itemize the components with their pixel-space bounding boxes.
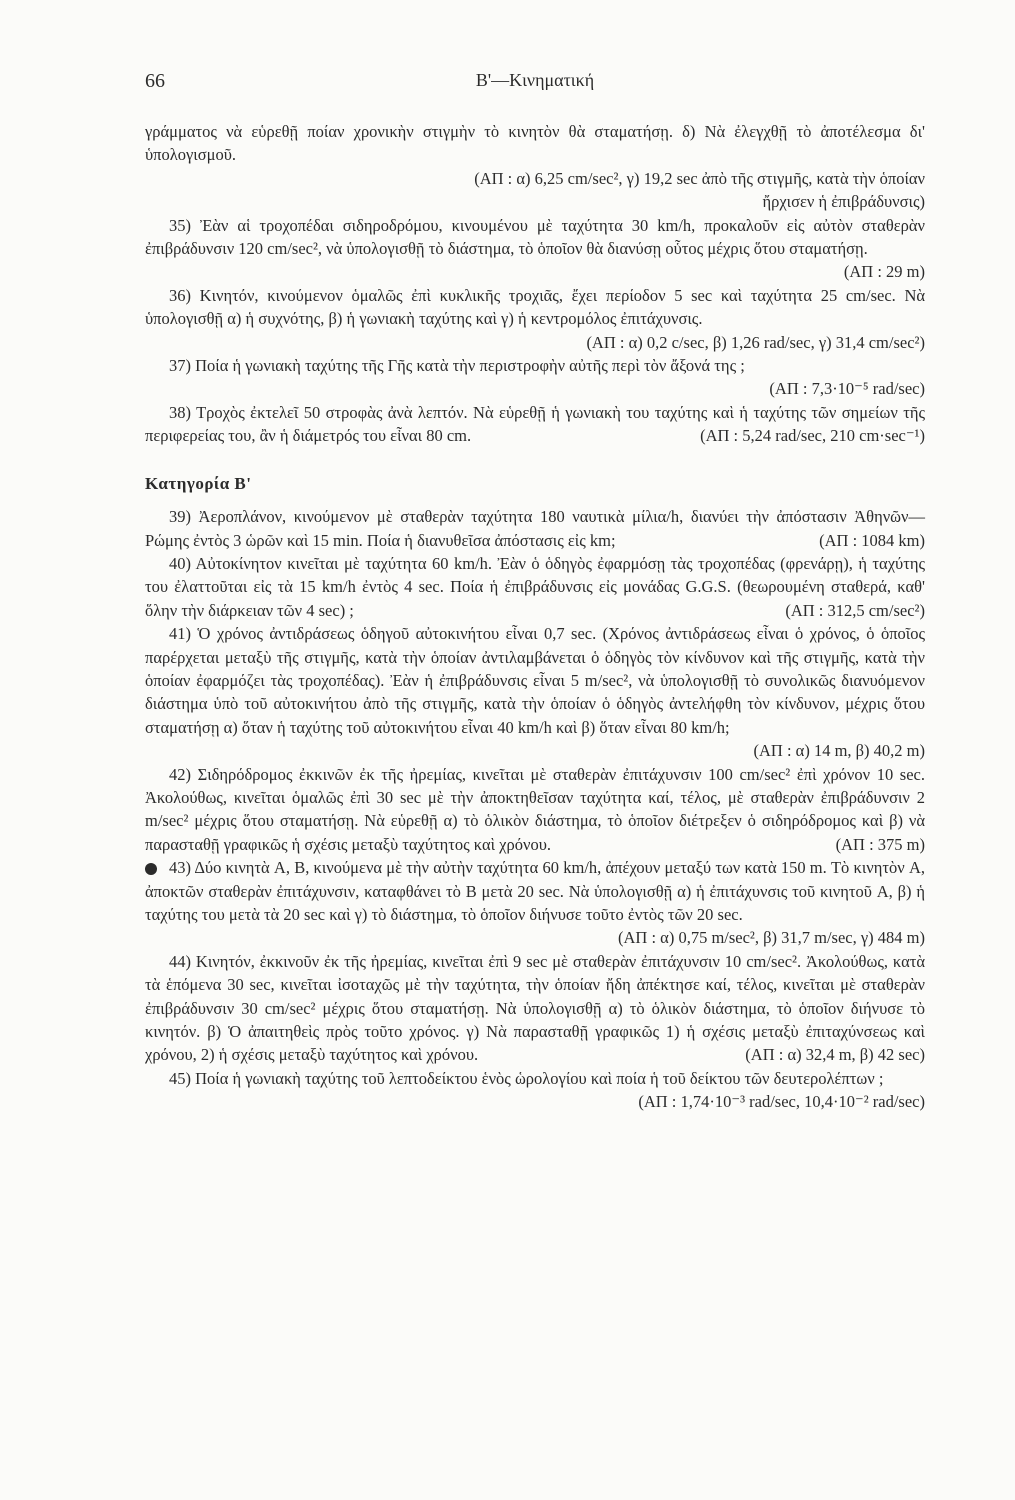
problem-42-answer: (ΑΠ : 375 m) xyxy=(835,834,925,854)
problem-35-answer: (ΑΠ : 29 m) xyxy=(843,262,925,282)
answer-34: (ΑΠ : α) 6,25 cm/sec², γ) 19,2 sec ἀπὸ τῆς στιγμῆς, κατὰ τὴν ὁποίαν ἤρχισεν ἡ ἐπιβράδυνσις) xyxy=(474,168,925,212)
problem-37 xyxy=(145,354,925,401)
bullet-icon xyxy=(145,863,157,875)
page-number: 66 xyxy=(145,70,165,92)
problem-45 xyxy=(145,1067,925,1114)
problem-39 xyxy=(145,505,925,552)
problem-36 xyxy=(145,284,925,354)
problem-36-text: 36) Κινητόν, κινούμενον ὁμαλῶς ἐπὶ κυκλικῆς τροχιᾶς, ἔχει περίοδον 5 sec καὶ ταχύτητα 25 cm/sec. Νὰ ὑπολογισθῇ α) ἡ συχνότης, β) ἡ γωνιακὴ ταχύτης καὶ γ) ἡ κεντρομόλος ἐπιτάχυνσις. xyxy=(145,285,925,329)
problem-44-answer: (ΑΠ : α) 32,4 m, β) 42 sec) xyxy=(745,1045,925,1065)
problem-43 xyxy=(145,856,925,950)
problem-42 xyxy=(145,763,925,857)
problem-38-answer: (ΑΠ : 5,24 rad/sec, 210 cm·sec⁻¹) xyxy=(700,426,925,446)
page-header xyxy=(145,70,925,100)
problem-35-text: 35) Ἐὰν αἱ τροχοπέδαι σιδηροδρόμου, κινουμένου μὲ ταχύτητα 30 km/h, προκαλοῦν εἰς αὐτὸν σταθερὰν ἐπιβράδυνσιν 120 cm/sec², νὰ ὑπολογισθῇ τὸ διάστημα, τὸ ὁποῖον θὰ διανύσῃ οὗτος μέχρις ὅτου σταματήσῃ. xyxy=(145,215,925,259)
problem-43-text: 43) Δύο κινητὰ A, B, κινούμενα μὲ τὴν αὐτὴν ταχύτητα 60 km/h, ἀπέχουν μεταξύ των κατὰ 150 m. Τὸ κινητὸν A, ἀποκτῶν σταθερὰν ἐπιτάχυνσιν, καταφθάνει τὸ B μετὰ 20 sec. Νὰ ὑπολογισθῇ α) ἡ ἐπιτάχυνσις τοῦ κινητοῦ A, β) ἡ ταχύτης του μετὰ τὰ 20 sec καὶ γ) τὸ διάστημα, τὸ ὁποῖον διήνυσε τοῦτο ἐντὸς τῶν 20 sec. xyxy=(145,858,925,924)
problem-39-answer: (ΑΠ : 1084 km) xyxy=(819,530,925,550)
problem-41-text: 41) Ὁ χρόνος ἀντιδράσεως ὁδηγοῦ αὐτοκινήτου εἶναι 0,7 sec. (Χρόνος ἀντιδράσεως εἶναι ὁ χρόνος, ὁ ὁποῖος παρέρχεται μεταξὺ τῆς στιγμῆς, κατὰ τὴν ὁποίαν ἀντιλαμβάνεται ὁ ὁδηγὸς τὸν κίνδυνον καὶ τῆς στιγμῆς, κατὰ τὴν ὁποίαν ἐφαρμόζει τὰς τροχοπέδας). Ἐὰν ἡ ἐπιβράδυνσις εἶναι 5 m/sec², νὰ ὑπολογισθῇ τὸ συνολικῶς διανυόμενον διάστημα ὑπὸ τοῦ αὐτοκινήτου ἀπὸ τῆς στιγμῆς, κατὰ τὴν ὁποίαν ὁ ὁδηγὸς ἀντελήφθη τὸν κίνδυνον, μέχρις ὅτου σταματήσῃ α) ὅταν ἡ ταχύτης τοῦ αὐτοκινήτου εἶναι 40 km/h καὶ β) ὅταν εἶναι 80 km/h; xyxy=(145,624,925,737)
problem-40-text: 40) Αὐτοκίνητον κινεῖται μὲ ταχύτητα 60 km/h. Ἐὰν ὁ ὁδηγὸς ἐφαρμόσῃ τὰς τροχοπέδας (φρενάρῃ), ἡ ταχύτης του ἐλαττοῦται εἰς τὰ 15 km/h ἐντὸς 4 sec. Ποία ἡ ἐπιβράδυνσις εἰς μονάδας G.G.S. (θεωρουμένη σταθερά, καθ' ὅλην τὴν διάρκειαν τῶν 4 sec) ; xyxy=(145,553,925,620)
section-heading: Κατηγορία Β' xyxy=(145,473,252,493)
problem-45-text: 45) Ποία ἡ γωνιακὴ ταχύτης τοῦ λεπτοδείκτου ἑνὸς ὡρολογίου καὶ ποία ἡ τοῦ δείκτου τῶν δευτερολέπτων ; xyxy=(169,1068,884,1088)
paragraph-continuation: γράμματος νὰ εὑρεθῇ ποίαν χρονικὴν στιγμὴν τὸ κινητὸν θὰ σταματήσῃ. δ) Νὰ ἐλεγχθῇ τὸ ἀποτέλεσμα δι' ὑπολογισμοῦ. xyxy=(145,122,925,165)
running-head: B'—Κινηματική xyxy=(475,70,595,90)
problem-37-text: 37) Ποία ἡ γωνιακὴ ταχύτης τῆς Γῆς κατὰ τὴν περιστροφὴν αὐτῆς περὶ τὸν ἄξονά της ; xyxy=(169,356,745,376)
problem-37-answer: (ΑΠ : 7,3·10⁻⁵ rad/sec) xyxy=(769,379,925,399)
problem-40-answer: (ΑΠ : 312,5 cm/sec²) xyxy=(785,600,925,620)
problem-44-text: 44) Κινητόν, ἐκκινοῦν ἐκ τῆς ἠρεμίας, κινεῖται ἐπὶ 9 sec μὲ σταθερὰν ἐπιτάχυνσιν 10 cm/sec². Ἀκολούθως, κατὰ τὰ ἑπόμενα 30 sec, κινεῖται ἰσοταχῶς μὲ τὴν ταχύτητα, τὴν ὁποίαν ἤδη ἀπέκτησε καί, τέλος, κινεῖται μὲ σταθερὰν ἐπιβράδυνσιν 30 cm/sec² μέχρις ὅτου σταματήσῃ. Νὰ ὑπολογισθῇ α) τὸ ὁλικὸν διάστημα, τὸ ὁποῖον διήνυσε τὸ κινητόν. β) Ὁ ἀπαιτηθεὶς πρὸς τοῦτο χρόνος. γ) Νὰ παρασταθῇ γραφικῶς 1) ἡ σχέσις μεταξὺ ἐπιταχύνσεως καὶ χρόνου, 2) ἡ σχέσις μεταξὺ ταχύτητος καὶ χρόνου. xyxy=(145,951,925,1065)
problem-35 xyxy=(145,214,925,284)
page-body xyxy=(145,120,925,1114)
problem-40 xyxy=(145,552,925,622)
problem-45-answer: (ΑΠ : 1,74·10⁻³ rad/sec, 10,4·10⁻² rad/sec) xyxy=(638,1092,925,1112)
problem-36-answer: (ΑΠ : α) 0,2 c/sec, β) 1,26 rad/sec, γ) 31,4 cm/sec²) xyxy=(586,332,925,352)
problem-38-text: 38) Τροχὸς ἐκτελεῖ 50 στροφὰς ἀνὰ λεπτόν. Νὰ εὑρεθῇ ἡ γωνιακὴ του ταχύτης καὶ ἡ ταχύτης τῶν σημείων τῆς περιφερείας του, ἂν ἡ διάμετρός του εἶναι 80 cm. xyxy=(145,402,925,446)
problem-43-answer: (ΑΠ : α) 0,75 m/sec², β) 31,7 m/sec, γ) 484 m) xyxy=(618,928,925,948)
problem-41 xyxy=(145,622,925,762)
problem-42-text: 42) Σιδηρόδρομος ἐκκινῶν ἐκ τῆς ἠρεμίας, κινεῖται μὲ σταθερὰν ἐπιτάχυνσιν 100 cm/sec² ἐπὶ χρόνον 10 sec. Ἀκολούθως, κινεῖται ὁμαλῶς ἐπὶ 30 sec μὲ τὴν ἀποκτηθεῖσαν ταχύτητα καί, τέλος, μὲ σταθερὰν ἐπιβράδυνσιν 2 m/sec² μέχρις ὅτου σταματήσῃ. Νὰ εὑρεθῇ α) τὸ ὁλικὸν διάστημα, τὸ ὁποῖον διέτρεξεν ὁ σιδηρόδρομος καὶ β) νὰ παρασταθῇ γραφικῶς ἡ σχέσις μεταξὺ ταχύτητος καὶ χρόνου. xyxy=(145,764,925,854)
problem-39-text: 39) Ἀεροπλάνον, κινούμενον μὲ σταθερὰν ταχύτητα 180 ναυτικὰ μίλια/h, διανύει τὴν ἀπόστασιν Ἀθηνῶν—Ρώμης ἐντὸς 3 ὡρῶν καὶ 15 min. Ποία ἡ διανυθεῖσα ἀπόστασις εἰς km; xyxy=(145,507,925,550)
problem-44 xyxy=(145,950,925,1067)
problem-38 xyxy=(145,401,925,448)
problem-41-answer: (ΑΠ : α) 14 m, β) 40,2 m) xyxy=(753,741,925,761)
